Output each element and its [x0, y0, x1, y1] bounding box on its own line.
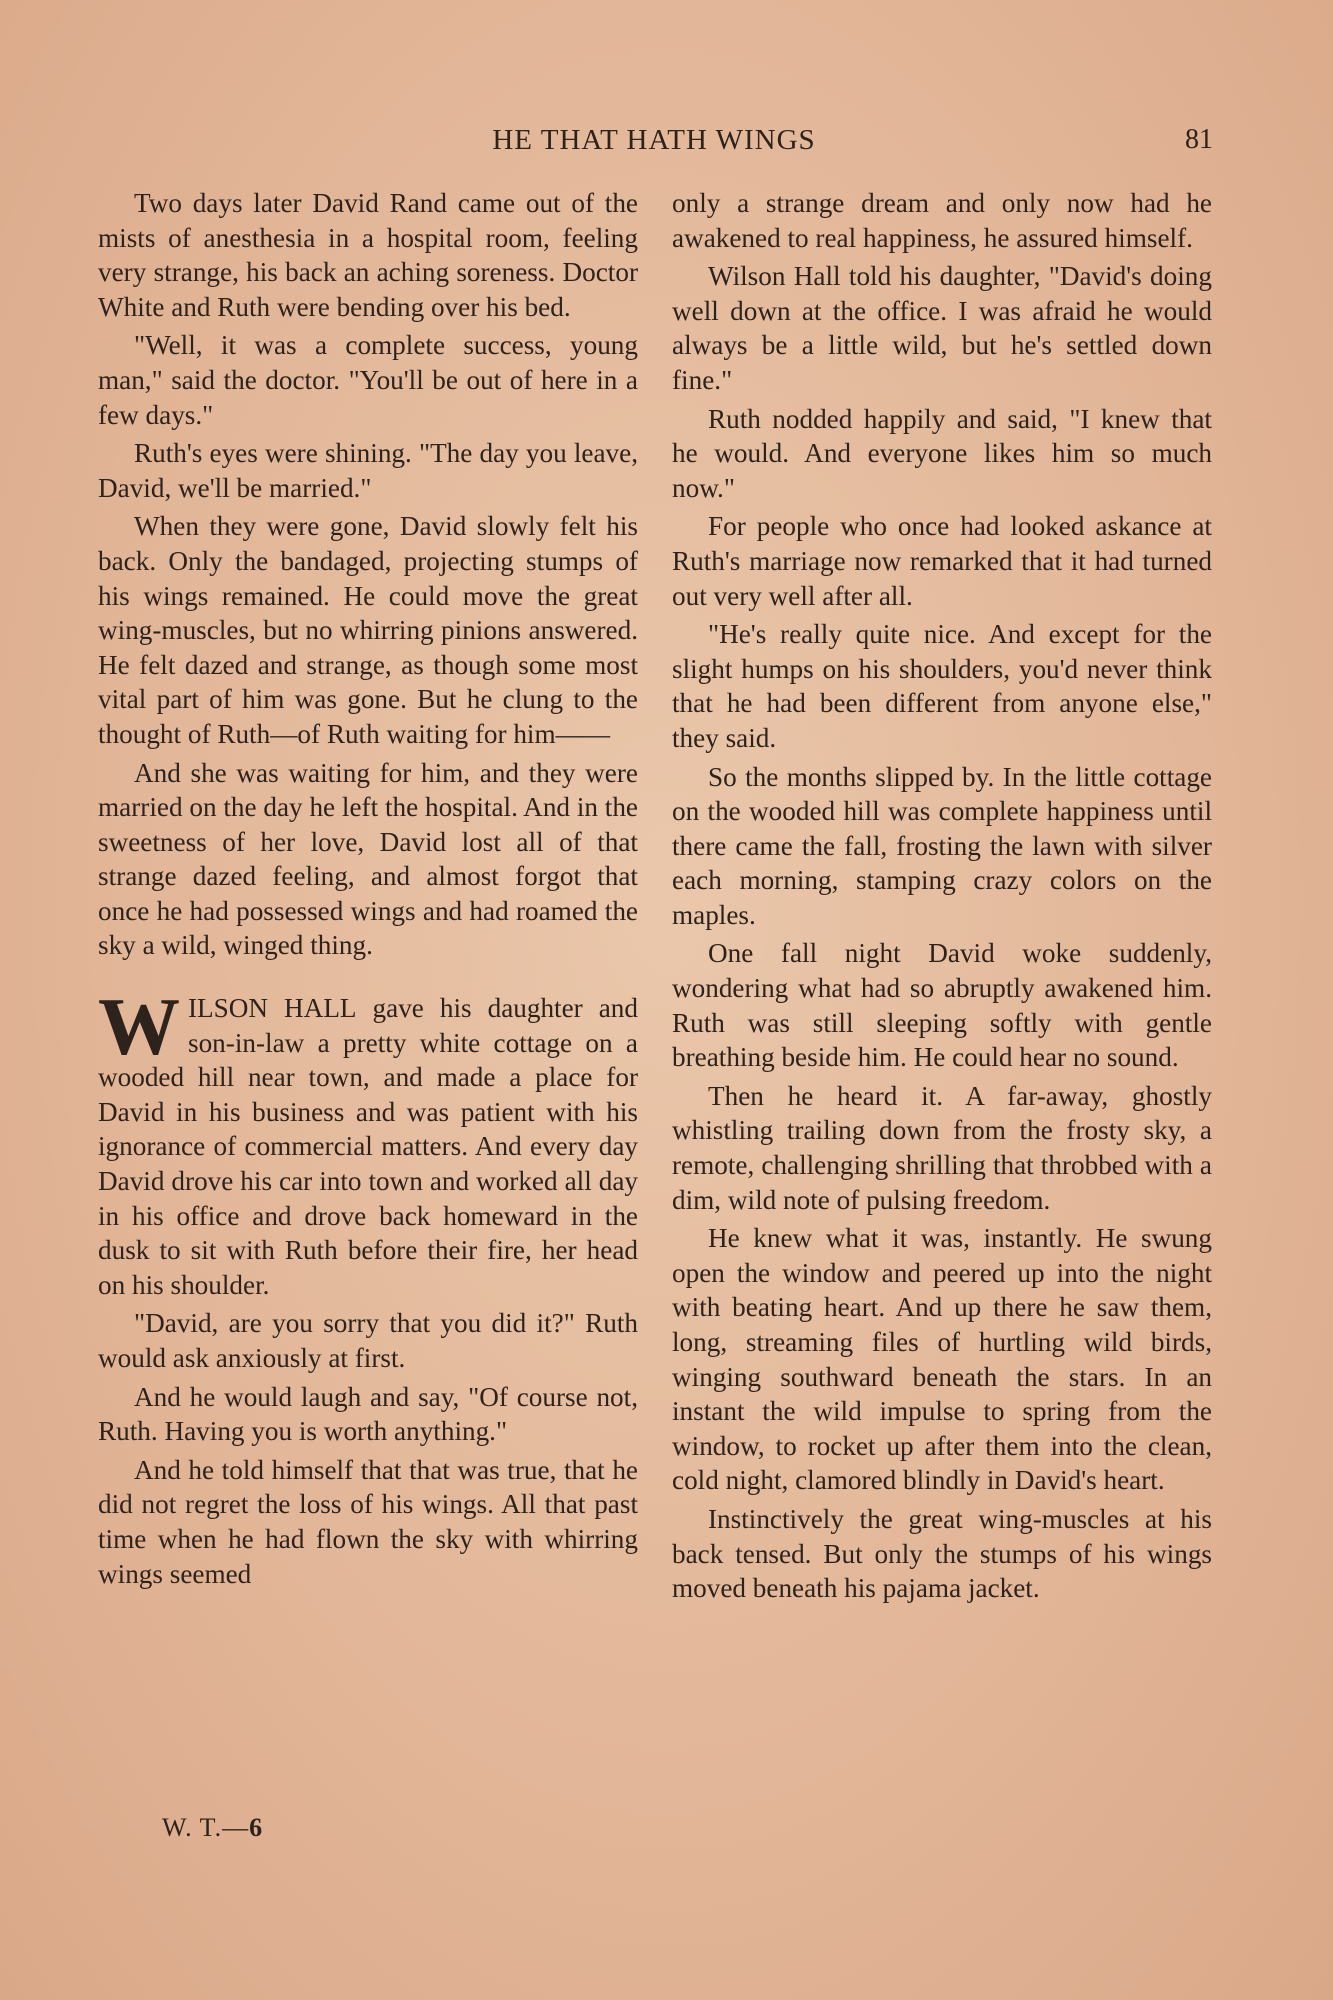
- paragraph-text: gave his daughter and son-in-law a pretty white cottage on a wooded hill near town, and made a place for David in his business and was patient with his ignorance of commercial matters. And every day David drove his car into town and worked all day in his office and drove back homeward in the dusk to sit with Ruth before their fire, her head on his shoulder.: [98, 993, 638, 1300]
- paragraph: "He's really quite nice. And except for the slight humps on his shoulders, you'd never think that he had been different from anyone else," they said.: [672, 619, 1212, 753]
- paragraph: And she was waiting for him, and they were married on the day he left the hospital. And in the sweetness of her love, David lost all of that strange dazed feeling, and almost forgot that once he had possessed wings and had roamed the sky a wild, winged thing.: [98, 757, 638, 961]
- paragraph: Ruth's eyes were shining. "The day you leave, David, we'll be married.": [98, 438, 638, 503]
- paragraph: And he told himself that that was true, that he did not regret the loss of his wings. All that past time when he had flown the sky with whirring wings seemed: [98, 1454, 638, 1589]
- page-number: 81: [1185, 124, 1213, 155]
- paragraph: Two days later David Rand came out of the mists of anesthesia in a hospital room, feeling very strange, his back an aching soreness. Doctor White and Ruth were bending over his bed.: [98, 188, 638, 322]
- running-title: HE THAT HATH WINGS: [492, 124, 816, 156]
- drop-cap: W: [98, 981, 180, 1073]
- paragraph: Then he heard it. A far-away, ghostly whistling trailing down from the frosty sky, a remote, challenging shrilling that throbbed with a dim, wild note of pulsing freedom.: [672, 1080, 1212, 1215]
- left-column: [98, 186, 638, 1595]
- page-header: [95, 118, 1213, 162]
- paragraph: One fall night David woke suddenly, wondering what had so abruptly awakened him. Ruth was still sleeping softly with gentle breathing beside him. He could hear no sound.: [672, 938, 1212, 1073]
- signature-mark: [162, 1813, 263, 1843]
- small-caps-lead: ILSON HALL: [188, 993, 357, 1024]
- paragraph: Wilson Hall told his daughter, "David's doing well down at the office. I was afraid he would always be a little wild, but he's settled down fine.": [672, 261, 1212, 395]
- paragraph: When they were gone, David slowly felt his back. Only the bandaged, projecting stumps of his wings remained. He could move the great wing-muscles, but no whirring pinions answered. He felt dazed and strange, as though some most vital part of him was gone. But he clung to the thought of Ruth—of Ruth waiting for him——: [98, 511, 638, 749]
- section-start-paragraph: [98, 981, 638, 1302]
- paragraph: "David, are you sorry that you did it?" Ruth would ask anxiously at first.: [98, 1308, 638, 1373]
- signature-number: 6: [249, 1813, 264, 1842]
- paragraph: He knew what it was, instantly. He swung open the window and peered up into the night with beating heart. And up there he saw them, long, streaming files of hurtling wild birds, winging southward beneath the stars. In an instant the wild impulse to spring from the window, to rocket up after them into the clean, cold night, clamored blindly in David's heart.: [672, 1223, 1212, 1496]
- signature-prefix: W. T.—: [162, 1813, 250, 1842]
- paragraph: only a strange dream and only now had he awakened to real happiness, he assured himself.: [672, 188, 1212, 253]
- paragraph: Instinctively the great wing-muscles at his back tensed. But only the stumps of his wings moved beneath his pajama jacket.: [672, 1503, 1212, 1604]
- paragraph: And he would laugh and say, "Of course not, Ruth. Having you is worth anything.": [98, 1381, 638, 1447]
- paragraph: For people who once had looked askance at Ruth's marriage now remarked that it had turned out very well after all.: [672, 511, 1212, 611]
- right-column: [672, 186, 1212, 1610]
- paragraph: So the months slipped by. In the little cottage on the wooded hill was complete happiness until there came the fall, frosting the lawn with silver each morning, stamping crazy colors on the maples.: [672, 761, 1212, 930]
- paragraph: "Well, it was a complete success, young man," said the doctor. "You'll be out of here in a few days.": [98, 330, 638, 430]
- paragraph: Ruth nodded happily and said, "I knew that he would. And everyone likes him so much now.": [672, 403, 1212, 503]
